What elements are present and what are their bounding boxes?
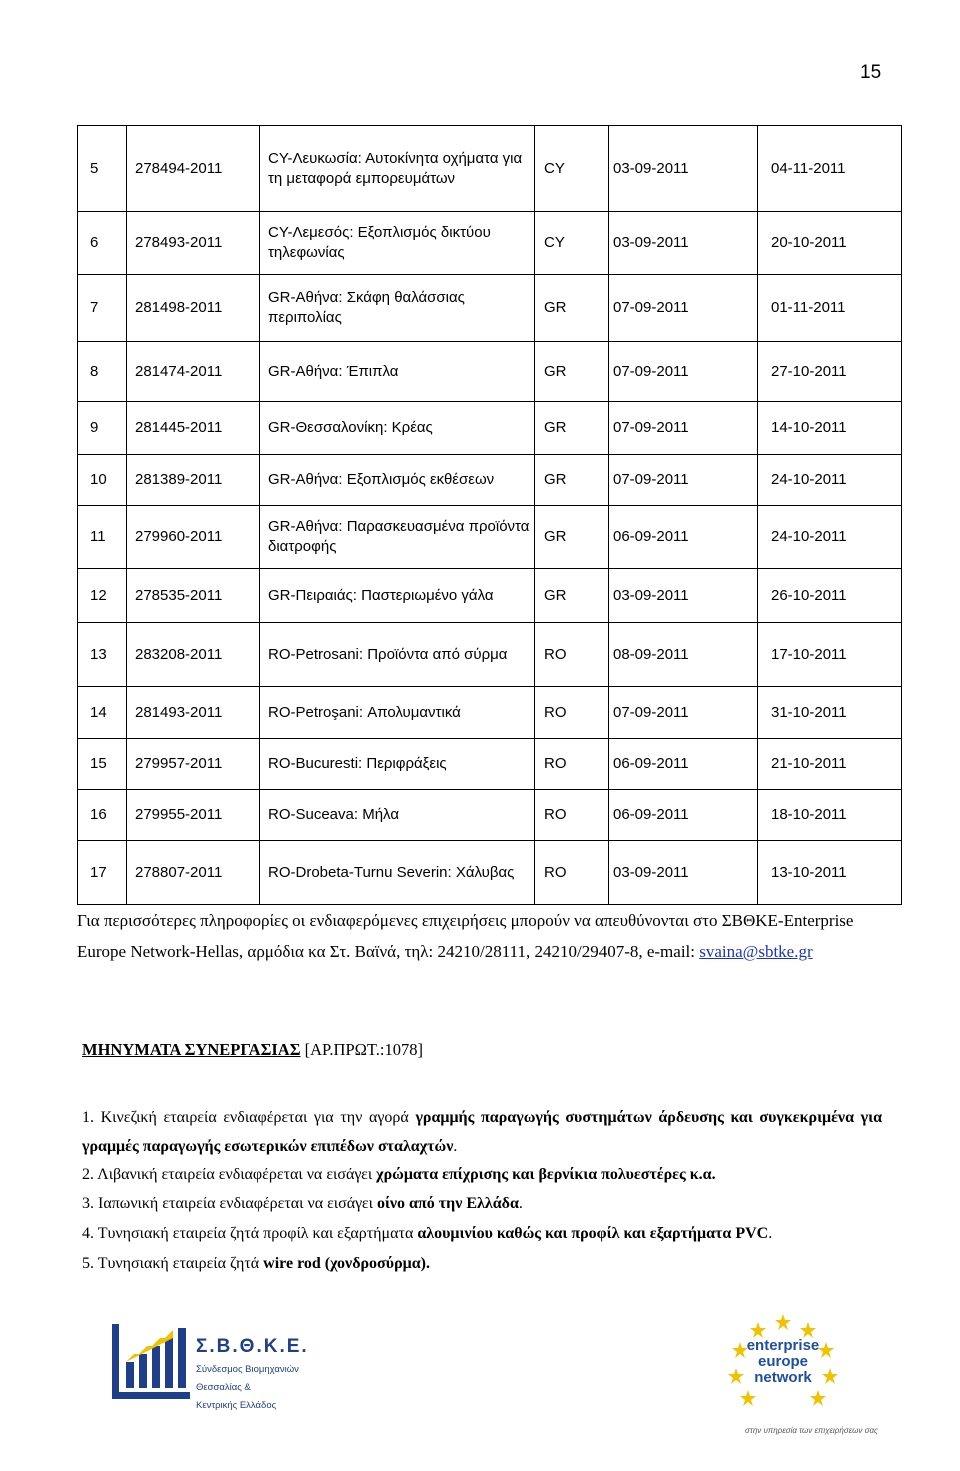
table-row	[78, 687, 902, 739]
een-logo	[718, 1310, 848, 1425]
publication-date: 07-09-2011	[609, 275, 758, 342]
item-text: 3. Ιαπωνική εταιρεία ενδιαφέρεται να εισάγει	[82, 1195, 377, 1212]
info-text: Για περισσότερες πληροφορίες οι ενδιαφερόμενες επιχειρήσεις μπορούν να απευθύνονται στο ΣΒΘΚΕ-Enterprise Europe Network-Hellas, αρμόδια κα Στ. Βαϊνά, τηλ: 24210/28111, 24210/29407-8, e-mail:	[77, 911, 854, 961]
table-row	[78, 212, 902, 275]
reference-number: 278535-2011	[127, 569, 260, 623]
email-link[interactable]: svaina@sbtke.gr	[699, 942, 813, 961]
row-number: 10	[78, 455, 127, 506]
subject-cell: GR-Αθήνα: Εξοπλισμός εκθέσεων	[260, 455, 535, 506]
sbtke-line: Σύνδεσμος Βιομηχανιών	[196, 1364, 299, 1375]
country-code: CY	[535, 212, 609, 275]
een-line1: enterprise	[746, 1337, 820, 1354]
publication-date: 07-09-2011	[609, 342, 758, 402]
table-row	[78, 569, 902, 623]
deadline-date: 14-10-2011	[758, 402, 902, 455]
publication-date: 06-09-2011	[609, 790, 758, 841]
tenders-table	[77, 125, 902, 905]
sbtke-line: Κεντρικής Ελλάδος	[196, 1400, 277, 1411]
reference-number: 281498-2011	[127, 275, 260, 342]
reference-number: 279957-2011	[127, 739, 260, 790]
table-row	[78, 275, 902, 342]
item-text: 4. Τυνησιακή εταιρεία ζητά προφίλ και εξαρτήματα	[82, 1225, 418, 1242]
table-row	[78, 506, 902, 569]
table-row	[78, 739, 902, 790]
row-number: 8	[78, 342, 127, 402]
reference-number: 278493-2011	[127, 212, 260, 275]
deadline-date: 27-10-2011	[758, 342, 902, 402]
section-title	[82, 1040, 423, 1060]
deadline-date: 18-10-2011	[758, 790, 902, 841]
deadline-date: 13-10-2011	[758, 841, 902, 905]
reference-number: 281474-2011	[127, 342, 260, 402]
publication-date: 03-09-2011	[609, 569, 758, 623]
reference-number: 278494-2011	[127, 126, 260, 212]
section-ref: [ΑΡ.ΠΡΩΤ.:1078]	[300, 1040, 423, 1059]
row-number: 13	[78, 623, 127, 687]
table-row	[78, 623, 902, 687]
een-stars-icon	[718, 1310, 848, 1420]
subject-cell: RO-Drobeta-Turnu Severin: Χάλυβας	[260, 841, 535, 905]
table-row	[78, 790, 902, 841]
table-row	[78, 841, 902, 905]
item-text: 5. Τυνησιακή εταιρεία ζητά	[82, 1255, 264, 1272]
een-line3: network	[754, 1369, 812, 1386]
table-row	[78, 342, 902, 402]
subject-cell: CY-Λεμεσός: Εξοπλισμός δικτύου τηλεφωνίας	[260, 212, 535, 275]
subject-cell: GR-Αθήνα: Έπιπλα	[260, 342, 535, 402]
sbtke-line: Θεσσαλίας &	[196, 1382, 251, 1393]
item-text: 2. Λιβανική εταιρεία ενδιαφέρεται να εισάγει	[82, 1166, 377, 1183]
item-bold: αλουμινίου καθώς και προφίλ και εξαρτήματα PVC	[417, 1225, 769, 1242]
item-bold: οίνο από την Ελλάδα	[376, 1195, 519, 1212]
list-item	[82, 1166, 882, 1184]
row-number: 7	[78, 275, 127, 342]
deadline-date: 20-10-2011	[758, 212, 902, 275]
table-row	[78, 402, 902, 455]
subject-cell: CY-Λευκωσία: Αυτοκίνητα οχήματα για τη μεταφορά εμπορευμάτων	[260, 126, 535, 212]
subject-cell: RO-Suceava: Μήλα	[260, 790, 535, 841]
deadline-date: 04-11-2011	[758, 126, 902, 212]
publication-date: 06-09-2011	[609, 506, 758, 569]
subject-cell: GR-Πειραιάς: Παστεριωμένο γάλα	[260, 569, 535, 623]
section-heading: ΜΗΝΥΜΑΤΑ ΣΥΝΕΡΓΑΣΙΑΣ	[82, 1040, 301, 1059]
publication-date: 07-09-2011	[609, 402, 758, 455]
reference-number: 278807-2011	[127, 841, 260, 905]
row-number: 9	[78, 402, 127, 455]
row-number: 16	[78, 790, 127, 841]
reference-number: 279960-2011	[127, 506, 260, 569]
row-number: 5	[78, 126, 127, 212]
row-number: 15	[78, 739, 127, 790]
factory-icon	[108, 1318, 194, 1404]
country-code: GR	[535, 342, 609, 402]
country-code: CY	[535, 126, 609, 212]
item-bold: γραμμής παραγωγής συστημάτων άρδευσης και συγκεκριμένα για γραμμές παραγωγής εσωτερικών επιπέδων σταλαχτών	[82, 1109, 883, 1155]
country-code: RO	[535, 739, 609, 790]
subject-cell: GR-Αθήνα: Παρασκευασμένα προϊόντα διατροφής	[260, 506, 535, 569]
sbtke-text-block	[196, 1336, 309, 1412]
subject-cell: RO-Petroşani: Απολυμαντικά	[260, 687, 535, 739]
een-tagline: στην υπηρεσία των επιχειρήσεων σας	[745, 1426, 878, 1435]
country-code: RO	[535, 790, 609, 841]
item-bold: χρώματα επίχρισης και βερνίκια πολυεστέρες κ.α.	[376, 1166, 716, 1183]
table-row	[78, 455, 902, 506]
reference-number: 281389-2011	[127, 455, 260, 506]
list-item	[82, 1195, 882, 1213]
list-item	[82, 1255, 882, 1273]
country-code: RO	[535, 623, 609, 687]
subject-cell: RO-Bucuresti: Περιφράξεις	[260, 739, 535, 790]
row-number: 6	[78, 212, 127, 275]
item-bold: wire rod (χονδροσύρμα).	[263, 1255, 430, 1272]
deadline-date: 26-10-2011	[758, 569, 902, 623]
een-line2: europe	[757, 1353, 809, 1370]
item-end: .	[518, 1195, 523, 1212]
publication-date: 08-09-2011	[609, 623, 758, 687]
sbtke-abbr: Σ.Β.Θ.Κ.Ε.	[196, 1336, 309, 1357]
country-code: GR	[535, 275, 609, 342]
table-row	[78, 126, 902, 212]
reference-number: 281445-2011	[127, 402, 260, 455]
publication-date: 03-09-2011	[609, 841, 758, 905]
deadline-date: 24-10-2011	[758, 455, 902, 506]
row-number: 17	[78, 841, 127, 905]
subject-cell: RO-Petrosani: Προϊόντα από σύρμα	[260, 623, 535, 687]
info-paragraph	[77, 905, 905, 967]
country-code: GR	[535, 506, 609, 569]
country-code: RO	[535, 687, 609, 739]
list-item	[82, 1103, 882, 1161]
row-number: 12	[78, 569, 127, 623]
publication-date: 07-09-2011	[609, 455, 758, 506]
reference-number: 281493-2011	[127, 687, 260, 739]
reference-number: 283208-2011	[127, 623, 260, 687]
deadline-date: 31-10-2011	[758, 687, 902, 739]
list-item	[82, 1225, 882, 1243]
deadline-date: 01-11-2011	[758, 275, 902, 342]
deadline-date: 21-10-2011	[758, 739, 902, 790]
row-number: 14	[78, 687, 127, 739]
deadline-date: 17-10-2011	[758, 623, 902, 687]
reference-number: 279955-2011	[127, 790, 260, 841]
deadline-date: 24-10-2011	[758, 506, 902, 569]
country-code: GR	[535, 455, 609, 506]
subject-cell: GR-Αθήνα: Σκάφη θαλάσσιας περιπολίας	[260, 275, 535, 342]
item-end: .	[768, 1225, 773, 1242]
country-code: GR	[535, 569, 609, 623]
item-text: 1. Κινεζική εταιρεία ενδιαφέρεται για την αγορά	[82, 1109, 416, 1126]
item-end: .	[453, 1138, 458, 1155]
row-number: 11	[78, 506, 127, 569]
subject-cell: GR-Θεσσαλονίκη: Κρέας	[260, 402, 535, 455]
country-code: GR	[535, 402, 609, 455]
country-code: RO	[535, 841, 609, 905]
publication-date: 06-09-2011	[609, 739, 758, 790]
publication-date: 07-09-2011	[609, 687, 758, 739]
publication-date: 03-09-2011	[609, 126, 758, 212]
sbtke-logo	[108, 1318, 194, 1409]
page-number: 15	[860, 62, 882, 83]
publication-date: 03-09-2011	[609, 212, 758, 275]
